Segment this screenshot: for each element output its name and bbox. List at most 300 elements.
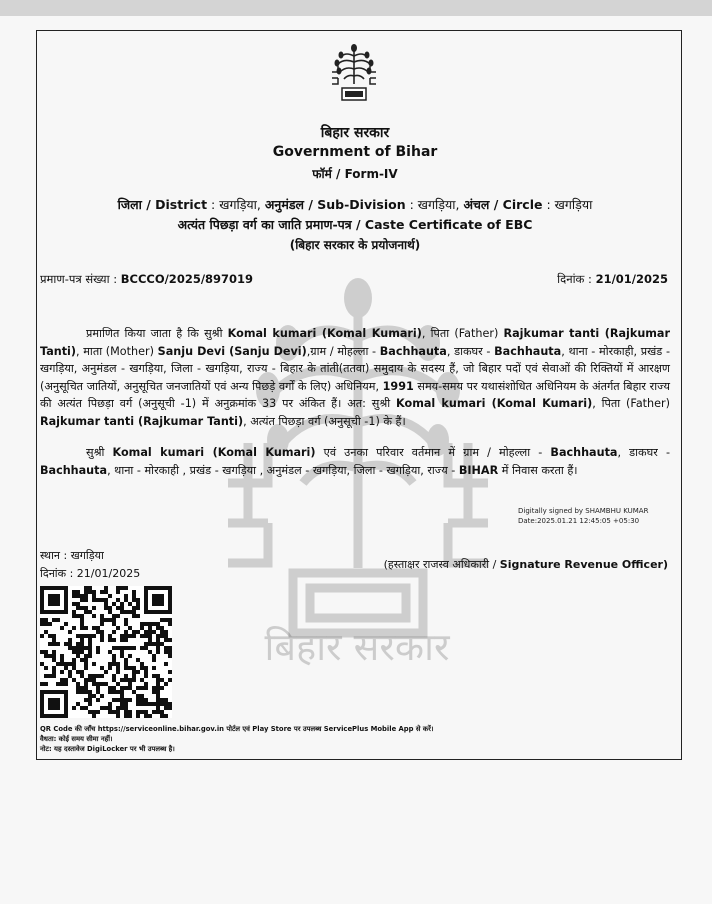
- qr-module: [96, 682, 100, 686]
- footer-notes: [40, 724, 433, 754]
- qr-module: [144, 670, 148, 674]
- qr-module: [124, 646, 128, 650]
- qr-module: [40, 662, 44, 666]
- qr-module: [124, 674, 128, 678]
- qr-module: [108, 686, 112, 690]
- qr-module: [144, 622, 148, 626]
- qr-module: [116, 714, 120, 718]
- qr-module: [144, 602, 148, 606]
- qr-module: [88, 638, 92, 642]
- qr-module: [60, 690, 64, 694]
- qr-module: [80, 646, 84, 650]
- qr-module: [116, 598, 120, 602]
- qr-module: [44, 610, 48, 614]
- qr-module: [120, 706, 124, 710]
- qr-module: [60, 662, 64, 666]
- qr-module: [116, 682, 120, 686]
- qr-module: [76, 686, 80, 690]
- place-label: स्थान : खगड़िया: [40, 549, 104, 562]
- qr-module: [168, 646, 172, 650]
- qr-module: [152, 658, 156, 662]
- certificate-number: प्रमाण-पत्र संख्या : BCCCO/2025/897019: [40, 272, 254, 286]
- qr-module: [56, 586, 60, 590]
- english-government-title: Government of Bihar: [272, 144, 438, 160]
- qr-module: [152, 610, 156, 614]
- qr-module: [116, 710, 120, 714]
- qr-module: [64, 622, 68, 626]
- qr-module: [120, 694, 124, 698]
- qr-module: [72, 614, 76, 618]
- qr-module: [132, 614, 136, 618]
- qr-module: [80, 598, 84, 602]
- qr-module: [76, 682, 80, 686]
- qr-module: [56, 602, 60, 606]
- qr-module: [40, 598, 44, 602]
- qr-module: [164, 706, 168, 710]
- qr-module: [76, 690, 80, 694]
- qr-module: [100, 634, 104, 638]
- qr-module: [84, 662, 88, 666]
- qr-module: [92, 626, 96, 630]
- certificate-date: दिनांक : 21/01/2025: [557, 272, 668, 286]
- qr-module: [84, 626, 88, 630]
- qr-module: [56, 682, 60, 686]
- qr-module: [156, 674, 160, 678]
- qr-module: [128, 602, 132, 606]
- qr-module: [164, 630, 168, 634]
- qr-module: [64, 602, 68, 606]
- qr-module: [44, 586, 48, 590]
- qr-module: [112, 602, 116, 606]
- qr-module: [68, 670, 72, 674]
- qr-module: [160, 702, 164, 706]
- qr-module: [56, 594, 60, 598]
- qr-module: [100, 706, 104, 710]
- qr-module: [120, 586, 124, 590]
- qr-module: [104, 706, 108, 710]
- qr-module: [40, 698, 44, 702]
- qr-module: [144, 630, 148, 634]
- qr-module: [64, 666, 68, 670]
- qr-module: [156, 626, 160, 630]
- qr-module: [64, 586, 68, 590]
- qr-module: [40, 634, 44, 638]
- qr-module: [160, 630, 164, 634]
- qr-module: [60, 678, 64, 682]
- qr-module: [124, 698, 128, 702]
- qr-module: [136, 702, 140, 706]
- qr-module: [120, 698, 124, 702]
- qr-module: [60, 682, 64, 686]
- qr-module: [116, 698, 120, 702]
- qr-module: [112, 618, 116, 622]
- qr-module: [44, 654, 48, 658]
- bihar-emblem-icon: [328, 42, 380, 104]
- qr-module: [136, 614, 140, 618]
- qr-module: [168, 598, 172, 602]
- qr-module: [156, 638, 160, 642]
- qr-module: [76, 602, 80, 606]
- qr-module: [72, 602, 76, 606]
- qr-module: [100, 682, 104, 686]
- qr-module: [76, 670, 80, 674]
- qr-module: [40, 702, 44, 706]
- qr-module: [68, 674, 72, 678]
- qr-module: [72, 662, 76, 666]
- certificate-paragraph-1: प्रमाणित किया जाता है कि सुश्री Komal kumari (Komal Kumari), पिता (Father) Rajkumar tanti (Rajkumar Tanti), माता (Mother) Sanju Devi (Sanju Devi),ग्राम / मोहल्ला - Bachhauta, डाकघर - Bachhauta, थाना - मोरकाही, प्रखंड - खगड़िया, अनुमंडल - खगड़िया, जिला - खगड़िया, राज्य - बिहार के तांती(ततवा) समुदाय के सदस्य हैं, जो बिहार पदों एवं सेवाओं की रिक्तियों में आरक्षण (अनुसूचित जातियों, अनुसूचित जनजातियों एवं अन्य पिछड़े वर्गों के लिए) अधिनियम, 1991 समय-समय पर यथासंशोधित अधिनियम के अंतर्गत बिहार राज्य की अत्यंत पिछड़ा वर्ग (अनुसूची -1) में अनुक्रमांक 33 पर अंकित हैं। अत: सुश्री Komal kumari (Komal Kumari), पिता (Father) Rajkumar tanti (Rajkumar Tanti), अत्यंत पिछड़ा वर्ग (अनुसूची -1) के हैं।: [40, 327, 671, 428]
- qr-module: [108, 710, 112, 714]
- qr-module: [132, 666, 136, 670]
- qr-module: [92, 590, 96, 594]
- qr-module: [100, 630, 104, 634]
- qr-module: [104, 590, 108, 594]
- qr-module: [116, 646, 120, 650]
- qr-module: [100, 614, 104, 618]
- qr-module: [116, 690, 120, 694]
- qr-module: [84, 698, 88, 702]
- qr-module: [144, 666, 148, 670]
- qr-module: [80, 594, 84, 598]
- qr-module: [96, 698, 100, 702]
- qr-module: [80, 618, 84, 622]
- qr-module: [44, 714, 48, 718]
- qr-module: [72, 646, 76, 650]
- qr-module: [132, 594, 136, 598]
- qr-module: [144, 586, 148, 590]
- qr-module: [60, 670, 64, 674]
- qr-module: [52, 666, 56, 670]
- qr-module: [168, 590, 172, 594]
- qr-module: [104, 682, 108, 686]
- qr-module: [132, 670, 136, 674]
- qr-module: [140, 666, 144, 670]
- qr-module: [64, 714, 68, 718]
- qr-module: [60, 654, 64, 658]
- qr-module: [48, 634, 52, 638]
- qr-module: [68, 642, 72, 646]
- top-bar: [0, 0, 712, 16]
- qr-module: [128, 634, 132, 638]
- qr-module: [148, 650, 152, 654]
- qr-module: [64, 590, 68, 594]
- qr-module: [96, 710, 100, 714]
- qr-module: [96, 674, 100, 678]
- qr-module: [96, 630, 100, 634]
- qr-module: [56, 702, 60, 706]
- qr-module: [168, 618, 172, 622]
- qr-module: [124, 586, 128, 590]
- qr-module: [72, 610, 76, 614]
- qr-note: QR Code की जाँच https://serviceonline.bihar.gov.in पोर्टल एवं Play Store पर उपलब्ध ServicePlus Mobile App से करें।: [40, 725, 434, 733]
- qr-module: [88, 610, 92, 614]
- qr-module: [156, 706, 160, 710]
- qr-module: [64, 682, 68, 686]
- qr-module: [80, 686, 84, 690]
- qr-module: [92, 606, 96, 610]
- qr-module: [100, 666, 104, 670]
- qr-module: [144, 634, 148, 638]
- qr-module: [164, 618, 168, 622]
- qr-module: [120, 650, 124, 654]
- qr-module: [136, 710, 140, 714]
- qr-module: [80, 634, 84, 638]
- qr-module: [132, 674, 136, 678]
- qr-module: [136, 686, 140, 690]
- qr-module: [52, 670, 56, 674]
- qr-module: [92, 710, 96, 714]
- qr-module: [112, 658, 116, 662]
- qr-module: [56, 714, 60, 718]
- qr-module: [112, 654, 116, 658]
- qr-module: [116, 606, 120, 610]
- qr-module: [148, 622, 152, 626]
- qr-module: [124, 634, 128, 638]
- qr-module: [144, 642, 148, 646]
- qr-module: [76, 634, 80, 638]
- qr-module: [76, 590, 80, 594]
- qr-module: [52, 602, 56, 606]
- qr-module: [156, 642, 160, 646]
- qr-module: [132, 690, 136, 694]
- qr-module: [120, 654, 124, 658]
- validity-note: वैधता: कोई समय सीमा नहीं।: [40, 735, 113, 743]
- qr-module: [156, 690, 160, 694]
- qr-module: [92, 678, 96, 682]
- qr-module: [104, 598, 108, 602]
- qr-module: [140, 694, 144, 698]
- qr-module: [84, 598, 88, 602]
- qr-module: [164, 650, 168, 654]
- qr-module: [88, 586, 92, 590]
- qr-module: [140, 646, 144, 650]
- qr-module: [72, 666, 76, 670]
- qr-module: [80, 642, 84, 646]
- qr-module: [40, 682, 44, 686]
- qr-module: [84, 610, 88, 614]
- qr-module: [168, 654, 172, 658]
- qr-module: [144, 710, 148, 714]
- qr-module: [124, 638, 128, 642]
- qr-module: [64, 662, 68, 666]
- qr-module: [100, 618, 104, 622]
- qr-module: [56, 642, 60, 646]
- qr-module: [168, 610, 172, 614]
- qr-module: [108, 650, 112, 654]
- hindi-government-title: बिहार सरकार: [320, 125, 390, 141]
- qr-module: [144, 682, 148, 686]
- qr-module: [120, 634, 124, 638]
- qr-module: [40, 714, 44, 718]
- qr-module: [160, 594, 164, 598]
- qr-module: [60, 626, 64, 630]
- qr-module: [168, 670, 172, 674]
- qr-code-icon[interactable]: [40, 586, 172, 718]
- qr-module: [80, 614, 84, 618]
- qr-module: [124, 678, 128, 682]
- qr-module: [92, 594, 96, 598]
- qr-module: [104, 602, 108, 606]
- qr-module: [100, 598, 104, 602]
- qr-module: [116, 626, 120, 630]
- qr-module: [60, 714, 64, 718]
- qr-module: [40, 610, 44, 614]
- qr-module: [124, 714, 128, 718]
- qr-module: [88, 690, 92, 694]
- qr-module: [160, 710, 164, 714]
- qr-module: [112, 662, 116, 666]
- qr-module: [80, 670, 84, 674]
- qr-module: [168, 622, 172, 626]
- qr-module: [48, 598, 52, 602]
- qr-module: [124, 630, 128, 634]
- qr-module: [52, 610, 56, 614]
- qr-module: [120, 638, 124, 642]
- qr-module: [40, 590, 44, 594]
- qr-module: [52, 642, 56, 646]
- qr-module: [56, 618, 60, 622]
- qr-module: [148, 638, 152, 642]
- qr-module: [44, 682, 48, 686]
- qr-module: [152, 622, 156, 626]
- qr-module: [152, 702, 156, 706]
- qr-module: [152, 586, 156, 590]
- qr-module: [52, 594, 56, 598]
- qr-module: [60, 610, 64, 614]
- qr-module: [64, 702, 68, 706]
- qr-module: [108, 662, 112, 666]
- qr-module: [88, 654, 92, 658]
- qr-module: [84, 634, 88, 638]
- qr-module: [84, 658, 88, 662]
- qr-module: [116, 706, 120, 710]
- qr-module: [164, 682, 168, 686]
- qr-module: [76, 654, 80, 658]
- qr-module: [156, 710, 160, 714]
- qr-module: [148, 586, 152, 590]
- qr-module: [84, 654, 88, 658]
- qr-module: [80, 658, 84, 662]
- qr-module: [128, 654, 132, 658]
- qr-module: [84, 666, 88, 670]
- qr-module: [56, 698, 60, 702]
- qr-module: [80, 626, 84, 630]
- qr-module: [156, 698, 160, 702]
- qr-module: [160, 714, 164, 718]
- qr-module: [160, 678, 164, 682]
- qr-module: [40, 622, 44, 626]
- qr-module: [108, 706, 112, 710]
- qr-module: [112, 674, 116, 678]
- qr-module: [108, 690, 112, 694]
- qr-module: [156, 702, 160, 706]
- qr-module: [48, 654, 52, 658]
- qr-module: [80, 638, 84, 642]
- qr-module: [124, 706, 128, 710]
- qr-module: [52, 654, 56, 658]
- qr-module: [76, 594, 80, 598]
- qr-module: [92, 598, 96, 602]
- qr-module: [152, 690, 156, 694]
- qr-module: [88, 694, 92, 698]
- qr-module: [72, 658, 76, 662]
- qr-module: [152, 594, 156, 598]
- qr-module: [164, 662, 168, 666]
- qr-module: [40, 586, 44, 590]
- qr-module: [136, 694, 140, 698]
- qr-module: [144, 594, 148, 598]
- qr-module: [140, 686, 144, 690]
- qr-module: [48, 690, 52, 694]
- qr-module: [116, 666, 120, 670]
- qr-module: [164, 714, 168, 718]
- qr-module: [76, 702, 80, 706]
- qr-module: [108, 610, 112, 614]
- qr-module: [160, 698, 164, 702]
- qr-module: [168, 706, 172, 710]
- qr-module: [152, 686, 156, 690]
- qr-module: [64, 642, 68, 646]
- qr-module: [128, 710, 132, 714]
- qr-module: [128, 678, 132, 682]
- qr-module: [48, 674, 52, 678]
- qr-module: [108, 638, 112, 642]
- qr-module: [156, 634, 160, 638]
- qr-module: [64, 606, 68, 610]
- qr-module: [156, 678, 160, 682]
- qr-module: [124, 702, 128, 706]
- qr-module: [140, 710, 144, 714]
- qr-module: [40, 594, 44, 598]
- qr-module: [96, 686, 100, 690]
- qr-module: [160, 598, 164, 602]
- qr-module: [72, 594, 76, 598]
- qr-module: [48, 622, 52, 626]
- qr-module: [64, 678, 68, 682]
- qr-module: [52, 690, 56, 694]
- qr-module: [68, 646, 72, 650]
- qr-module: [48, 586, 52, 590]
- qr-module: [156, 650, 160, 654]
- qr-module: [84, 686, 88, 690]
- qr-module: [144, 686, 148, 690]
- qr-module: [124, 662, 128, 666]
- signature-revenue-officer: (हस्ताक्षर राजस्व अधिकारी / Signature Revenue Officer): [383, 558, 668, 571]
- qr-module: [136, 598, 140, 602]
- qr-module: [104, 606, 108, 610]
- qr-module: [120, 646, 124, 650]
- qr-module: [160, 642, 164, 646]
- qr-module: [72, 650, 76, 654]
- qr-module: [112, 630, 116, 634]
- qr-module: [124, 618, 128, 622]
- qr-module: [64, 706, 68, 710]
- qr-module: [164, 634, 168, 638]
- qr-module: [52, 658, 56, 662]
- qr-module: [76, 650, 80, 654]
- qr-module: [140, 662, 144, 666]
- qr-module: [156, 594, 160, 598]
- qr-module: [64, 690, 68, 694]
- qr-module: [52, 634, 56, 638]
- certificate-title: अत्यंत पिछड़ा वर्ग का जाति प्रमाण-पत्र / Caste Certificate of EBC: [177, 217, 533, 232]
- qr-module: [156, 694, 160, 698]
- qr-module: [144, 646, 148, 650]
- qr-module: [128, 714, 132, 718]
- qr-module: [48, 642, 52, 646]
- qr-module: [164, 586, 168, 590]
- qr-module: [104, 586, 108, 590]
- qr-module: [152, 630, 156, 634]
